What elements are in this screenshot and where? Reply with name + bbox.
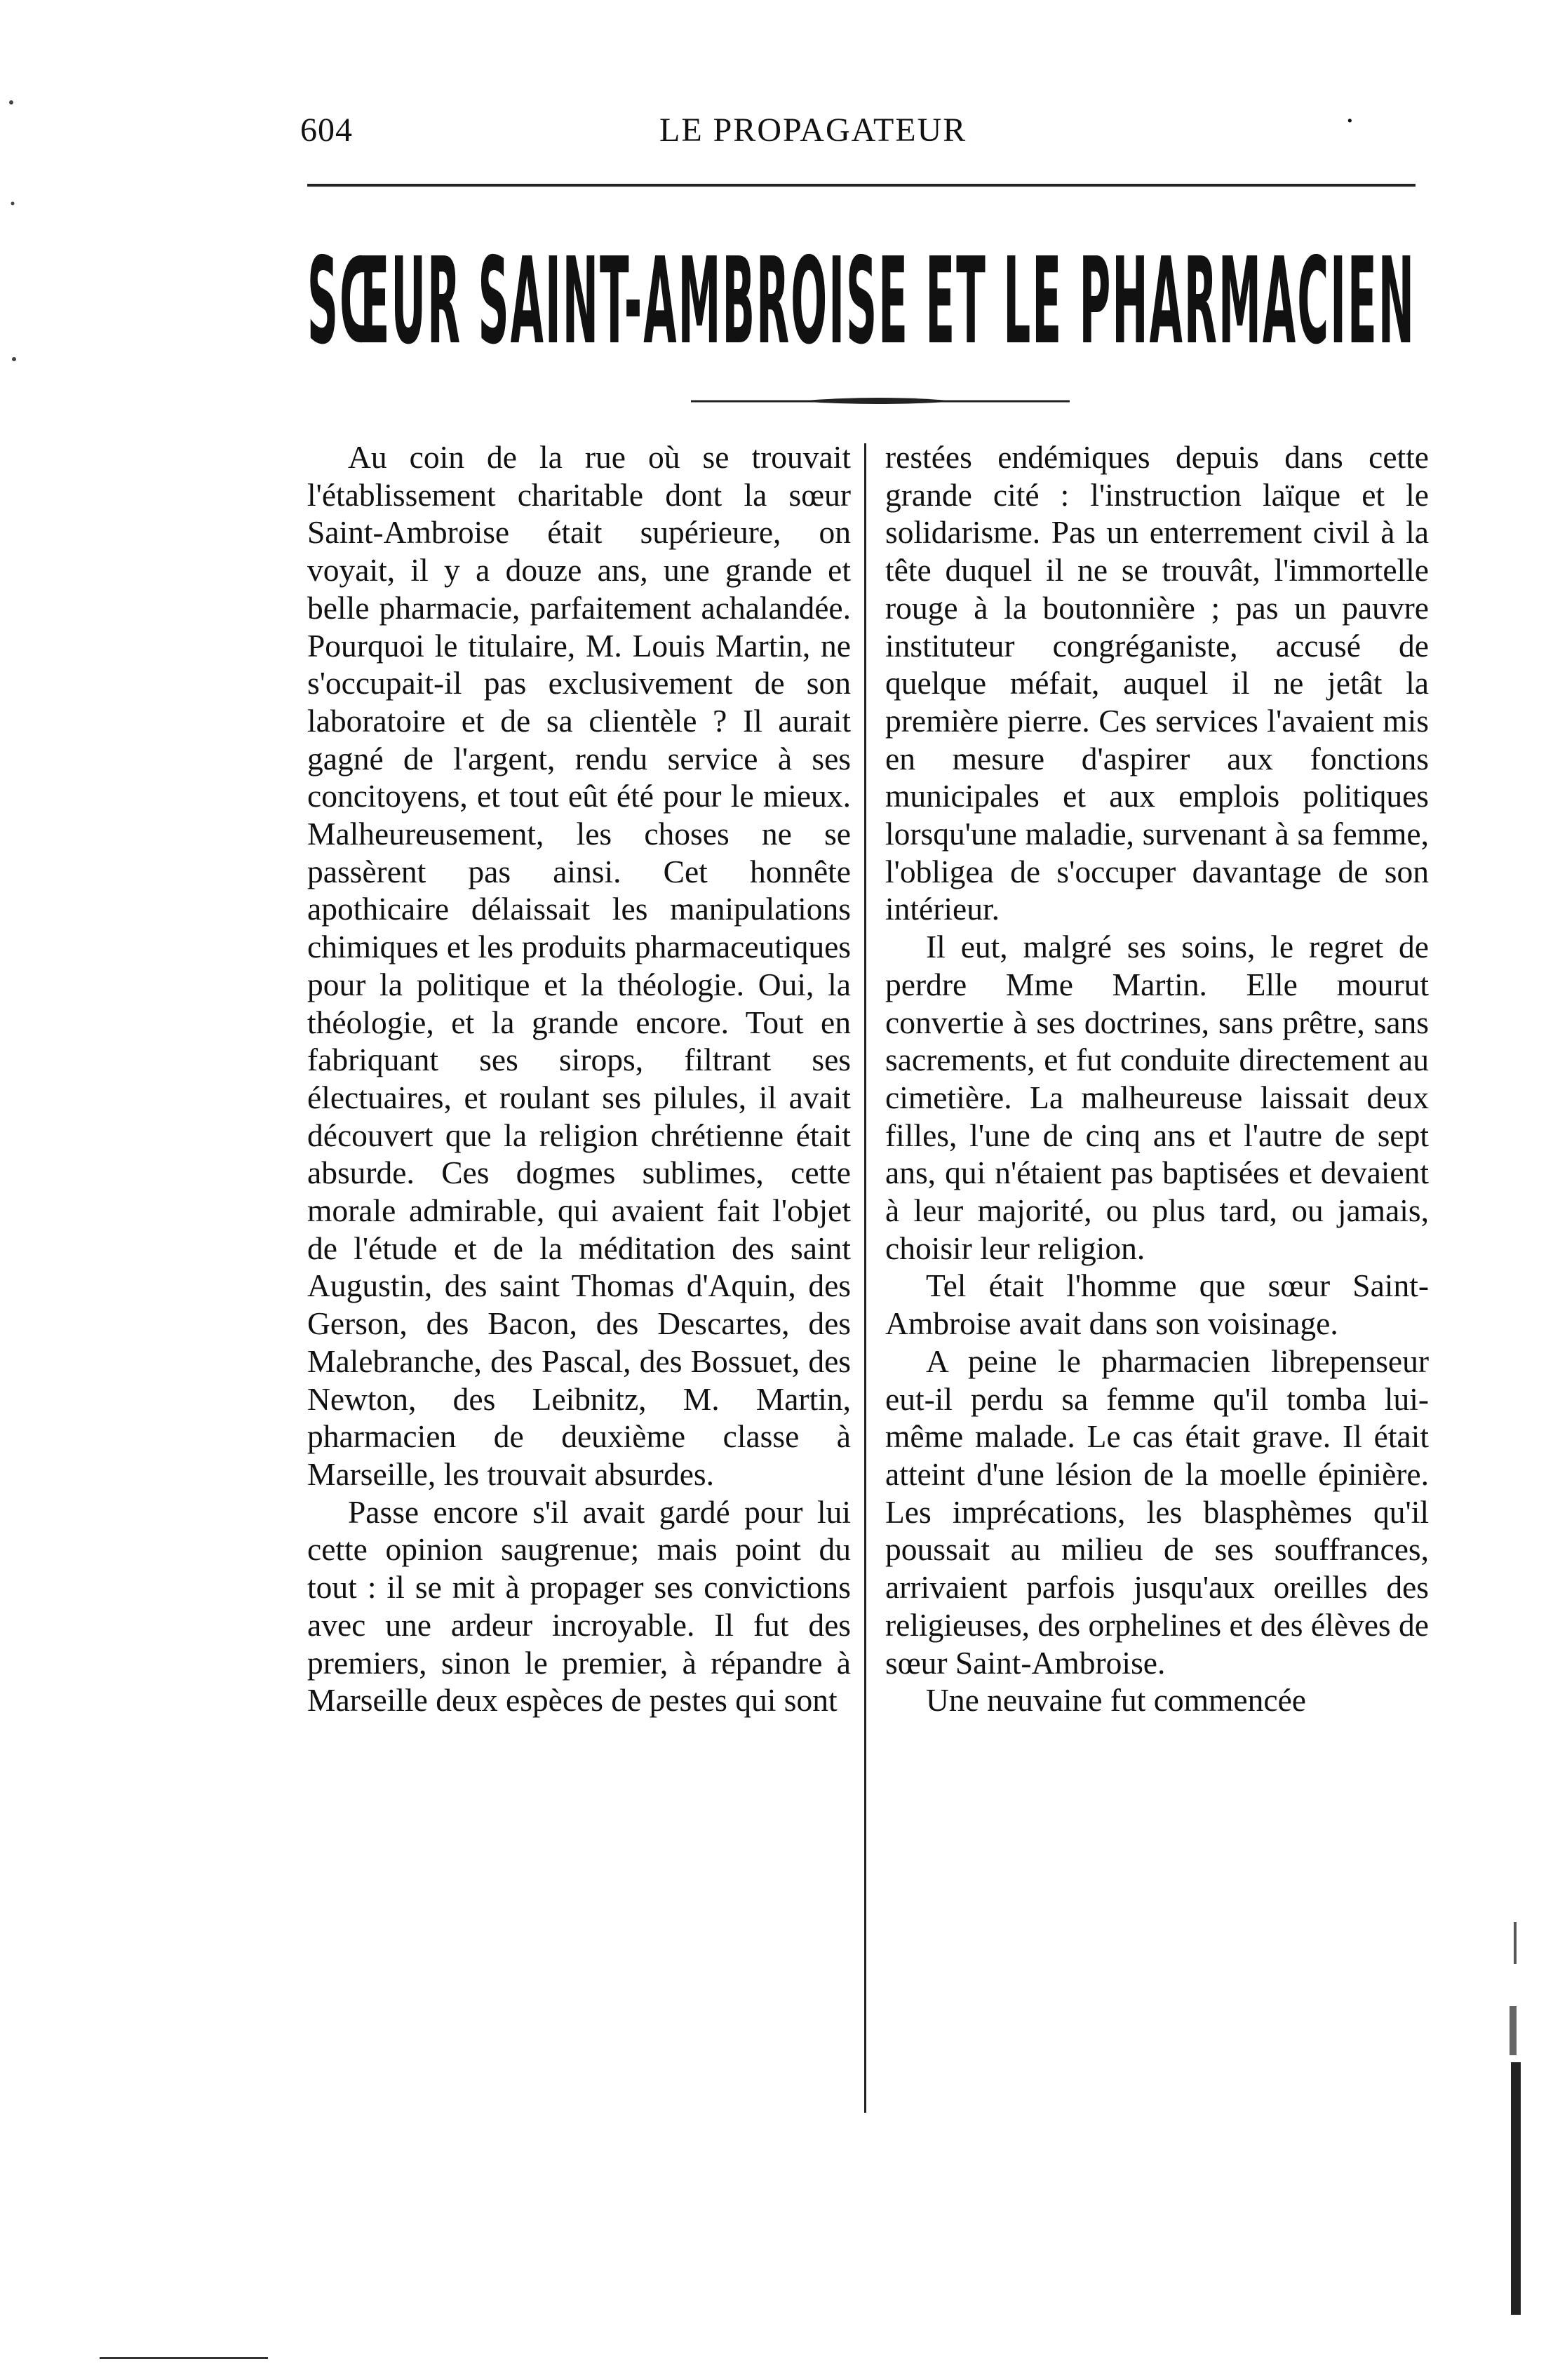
page-number: 604 [300, 112, 353, 149]
title-ornament [691, 393, 1070, 410]
header-rule [307, 184, 1416, 187]
bottom-rule [100, 2357, 268, 2359]
paragraph: Passe encore s'il avait gardé pour lui cette opinion saugrenue; mais point du tout : il se mit à propager ses convictions avec une ardeur incroyable. Il fut des premiers, sinon le premier, à répandre à Marseille deux espèces de pestes qui sont [307, 1493, 851, 1719]
paragraph: restées endémiques depuis dans cette grande cité : l'instruction laïque et le solidarisme. Pas un enterrement civil à la tête duquel il ne se trouvât, l'immortelle rouge à la boutonnière ; pas un pauvre instituteur congréganiste, accusé de quelque méfait, auquel il ne jetât la première pierre. Ces services l'avaient mis en mesure d'aspirer aux fonctions municipales et aux emplois politiques lorsqu'une maladie, survenant à sa femme, l'obligea de s'occuper davantage de son intérieur. [885, 439, 1429, 927]
right-column [885, 438, 1429, 1719]
running-title: LE PROPAGATEUR [659, 112, 967, 149]
margin-specks [6, 98, 20, 365]
left-column [307, 438, 851, 1719]
paragraph: Tel était l'homme que sœur Saint-Ambroise avait dans son voisinage. [885, 1268, 1429, 1342]
page-edge-shadow [1508, 1922, 1525, 2315]
paragraph: Au coin de la rue où se trouvait l'établissement charitable dont la sœur Saint-Ambroise était supérieure, on voyait, il y a douze ans, une grande et belle pharmacie, parfaitement achalandée. Pourquoi le titulaire, M. Louis Martin, ne s'occupait-il pas exclusivement de son laboratoire et de sa clientèle ? Il aurait gagné de l'argent, rendu service à ses concitoyens, et tout eût été pour le mieux. Malheureusement, les choses ne se passèrent pas ainsi. Cet honnête apothicaire délaissait les manipulations chimiques et les produits pharmaceutiques pour la politique et la théologie. Oui, la théologie, et la grande encore. Tout en fabriquant ses sirops, filtrant ses électuaires, et roulant ses pilules, il avait découvert que la religion chrétienne était absurde. Ces dogmes sublimes, cette morale admirable, qui avaient fait l'objet de l'étude et de la méditation des saint Augustin, des saint Thomas d'Aquin, des Gerson, des Bacon, des Descartes, des Malebranche, des Pascal, des Bossuet, des Newton, des Leibnitz, M. Martin, pharmacien de deuxième classe à Marseille, les trouvait absurdes. [307, 439, 851, 1492]
article-title: SŒUR SAINT-AMBROISE ET LE PHARMACIEN [307, 232, 1416, 371]
column-divider [864, 443, 866, 2113]
paragraph: A peine le pharmacien librepenseur eut-il perdu sa femme qu'il tomba lui-même malade. Le cas était grave. Il était atteint d'une lésion de la moelle épinière. Les imprécations, les blasphèmes qu'il poussait au milieu de ses souffrances, arrivaient parfois jusqu'aux oreilles des religieuses, des orphelines et des élèves de sœur Saint-Ambroise. [885, 1343, 1429, 1681]
paragraph: Une neuvaine fut commencée [926, 1682, 1306, 1719]
paragraph: Il eut, malgré ses soins, le regret de perdre Mme Martin. Elle mourut convertie à ses doctrines, sans prêtre, sans sacrements, et fut conduite directement au cimetière. La malheureuse laissait deux filles, l'une de cinq ans et l'autre de sept ans, qui n'étaient pas baptisées et devaient à leur majorité, ou plus tard, ou jamais, choisir leur religion. [885, 929, 1429, 1266]
ink-speck: · [1345, 105, 1354, 137]
